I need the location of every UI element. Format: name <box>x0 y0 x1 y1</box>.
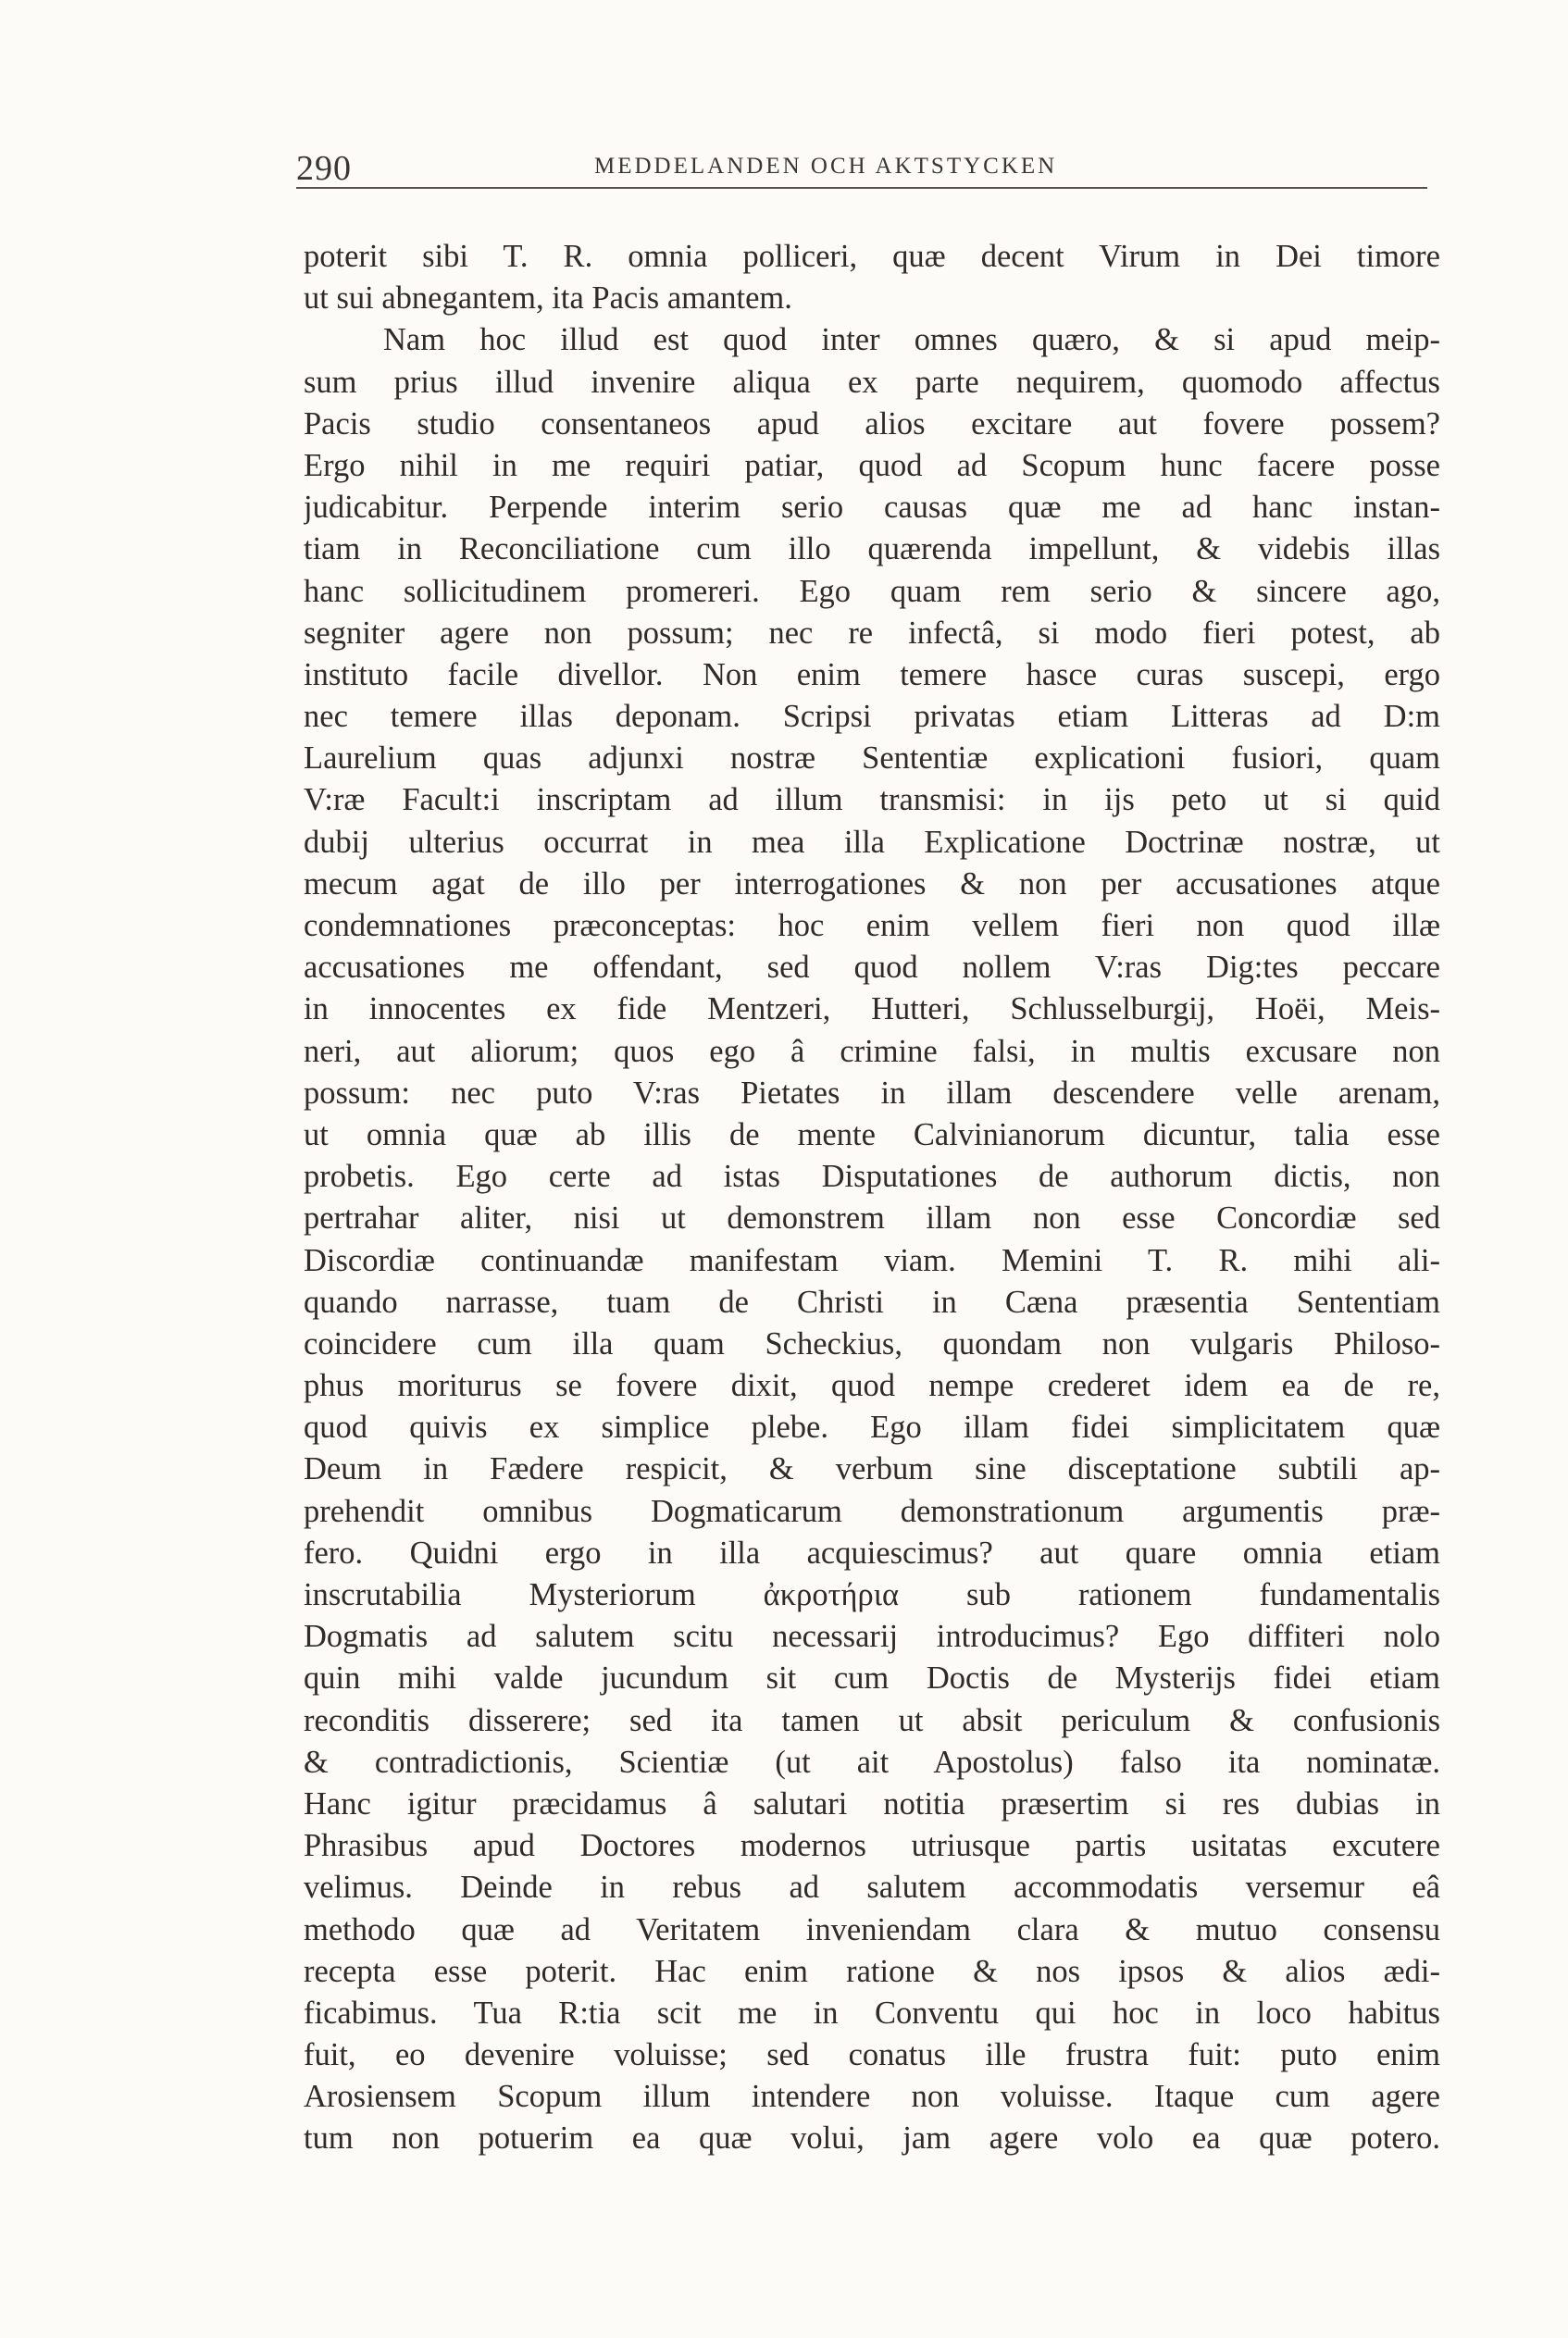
text-line: fuit, eo devenire voluisse; sed conatus ille frustra fuit: puto enim <box>304 2037 1440 2073</box>
text-line: condemnationes præconceptas: hoc enim vellem fieri non quod illæ <box>304 908 1440 943</box>
text-line: Phrasibus apud Doctores modernos utriusque partis usitatas excutere <box>304 1828 1440 1864</box>
text-line: dubij ulterius occurrat in mea illa Explicatione Doctrinæ nostræ, ut <box>304 824 1440 860</box>
text-line: Hanc igitur præcidamus â salutari notitia præsertim si res dubias in <box>304 1785 1440 1822</box>
text-line: & contradictionis, Scientiæ (ut ait Apostolus) falso ita nominatæ. <box>304 1744 1440 1780</box>
text-line: quin mihi valde jucundum sit cum Doctis de Mysterijs fidei etiam <box>304 1660 1440 1697</box>
text-line: judicabitur. Perpende interim serio causas quæ me ad hanc instan- <box>304 490 1440 526</box>
text-line: Ergo nihil in me requiri patiar, quod ad Scopum hunc facere posse <box>304 447 1440 483</box>
text-line: quod quivis ex simplice plebe. Ego illam fidei simplicitatem quæ <box>304 1410 1440 1446</box>
text-line: tum non potuerim ea quæ volui, jam agere volo ea quæ potero. <box>304 2120 1440 2157</box>
running-head <box>296 146 1427 189</box>
text-line: recepta esse poterit. Hac enim ratione & nos ipsos & alios ædi- <box>304 1953 1440 1989</box>
text-line: pertrahar aliter, nisi ut demonstrem illam non esse Concordiæ sed <box>304 1200 1440 1237</box>
text-line: Pacis studio consentaneos apud alios excitare aut fovere possem? <box>304 405 1440 441</box>
text-line: mecum agat de illo per interrogationes & non per accusationes atque <box>304 865 1440 902</box>
paragraph-first-line: Nam hoc illud est quod inter omnes quæro, & si apud meip- <box>383 322 1440 358</box>
text-line: inscrutabilia Mysteriorum ἀκροτήρια sub rationem fundamentalis <box>304 1577 1440 1612</box>
text-line: ut omnia quæ ab illis de mente Calvinianorum dicuntur, talia esse <box>304 1116 1440 1152</box>
text-line: possum: nec puto V:ras Pietates in illam descendere velle arenam, <box>304 1075 1440 1111</box>
text-line: sum prius illud invenire aliqua ex parte nequirem, quomodo affectus <box>304 364 1440 400</box>
text-line: accusationes me offendant, sed quod nollem V:ras Dig:tes peccare <box>304 950 1440 986</box>
text-line: Arosiensem Scopum illum intendere non voluisse. Itaque cum agere <box>304 2079 1440 2115</box>
text-line: quando narrasse, tuam de Christi in Cæna præsentia Sententiam <box>304 1284 1440 1320</box>
text-line: prehendit omnibus Dogmaticarum demonstrationum argumentis præ- <box>304 1493 1440 1529</box>
text-line: velimus. Deinde in rebus ad salutem accommodatis versemur eâ <box>304 1870 1440 1906</box>
text-line: phus moriturus se fovere dixit, quod nempe crederet idem ea de re, <box>304 1368 1440 1404</box>
running-title: MEDDELANDEN OCH AKTSTYCKEN <box>594 154 1058 179</box>
text-line: tiam in Reconciliatione cum illo quærenda impellunt, & videbis illas <box>304 531 1440 567</box>
text-line: Dogmatis ad salutem scitu necessarij introducimus? Ego diffiteri nolo <box>304 1619 1440 1655</box>
text-line: ut sui abnegantem, ita Pacis amantem. <box>304 280 792 317</box>
text-line: Discordiæ continuandæ manifestam viam. Memini T. R. mihi ali- <box>304 1242 1440 1278</box>
text-line: instituto facile divellor. Non enim temere hasce curas suscepi, ergo <box>304 656 1440 692</box>
text-line: probetis. Ego certe ad istas Disputationes de authorum dictis, non <box>304 1159 1440 1195</box>
text-line: segniter agere non possum; nec re infectâ, si modo fieri potest, ab <box>304 615 1440 651</box>
text-line: neri, aut aliorum; quos ego â crimine falsi, in multis excusare non <box>304 1033 1440 1069</box>
text-line: nec temere illas deponam. Scripsi privatas etiam Litteras ad D:m <box>304 699 1440 735</box>
text-line: coincidere cum illa quam Scheckius, quondam non vulgaris Philoso- <box>304 1325 1440 1362</box>
text-line: hanc sollicitudinem promereri. Ego quam rem serio & sincere ago, <box>304 573 1440 609</box>
text-line: ficabimus. Tua R:tia scit me in Conventu qui hoc in loco habitus <box>304 1995 1440 2031</box>
text-line: reconditis disserere; sed ita tamen ut absit periculum & confusionis <box>304 1702 1440 1738</box>
text-line: V:ræ Facult:i inscriptam ad illum transmisi: in ijs peto ut si quid <box>304 782 1440 818</box>
page-number: 290 <box>296 149 352 188</box>
text-line: in innocentes ex fide Mentzeri, Hutteri, Schlusselburgij, Hoëi, Meis- <box>304 991 1440 1027</box>
text-line: poterit sibi T. R. omnia polliceri, quæ decent Virum in Dei timore <box>304 239 1440 274</box>
body-text <box>304 236 1440 2160</box>
text-line: Deum in Fædere respicit, & verbum sine disceptatione subtili ap- <box>304 1451 1440 1487</box>
text-line: fero. Quidni ergo in illa acquiescimus? aut quare omnia etiam <box>304 1535 1440 1571</box>
text-line: methodo quæ ad Veritatem inveniendam clara & mutuo consensu <box>304 1911 1440 1947</box>
text-line: Laurelium quas adjunxi nostræ Sententiæ explicationi fusiori, quam <box>304 740 1440 777</box>
